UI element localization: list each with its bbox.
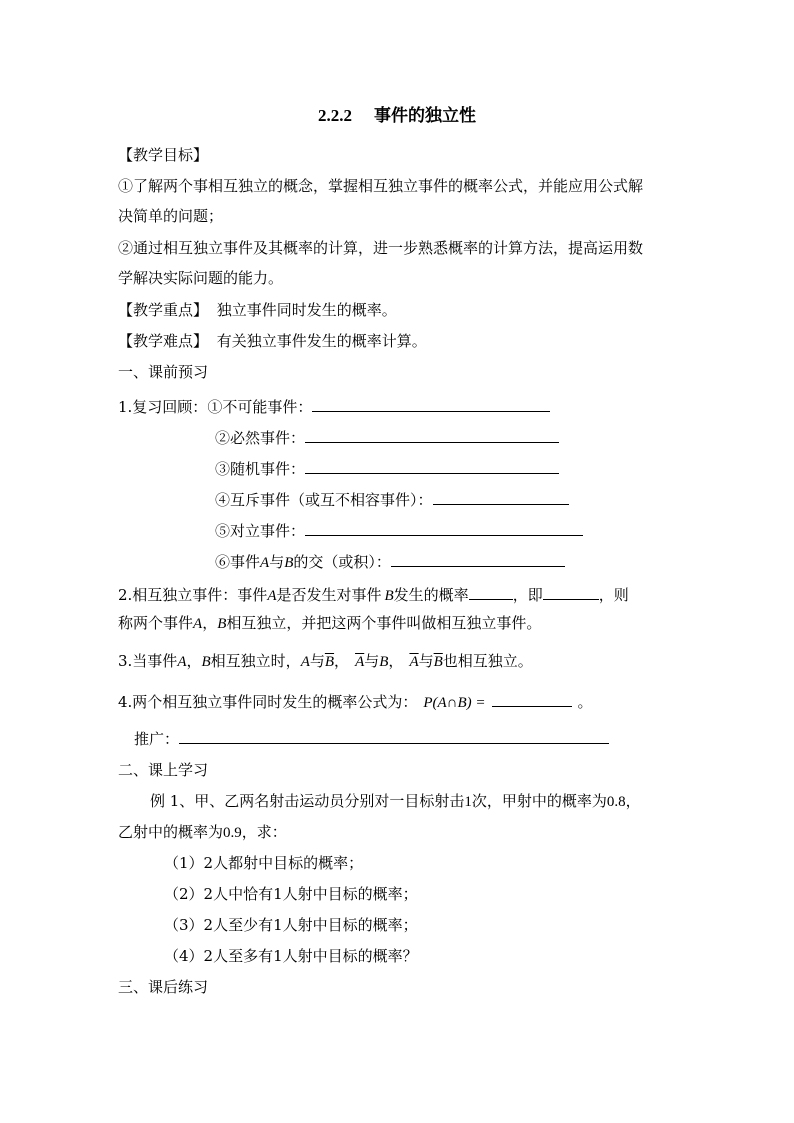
event-a-complement: $\overline{A}$: [355, 654, 365, 670]
question-2-line-2: [118, 613, 541, 634]
difficulty-label: 【教学难点】: [118, 332, 209, 350]
answer-blank[interactable]: [433, 488, 569, 505]
q2-text: 称两个事件: [118, 614, 194, 632]
example-text: 例 1、甲、乙两名射击运动员分别对一目标射击: [150, 792, 465, 810]
q2-text: 发生的概率: [393, 586, 469, 604]
objective-2-line-2: 学解决实际问题的能力。: [118, 269, 284, 287]
review-item-6: [215, 550, 565, 573]
example-question-3: （3）2人至少有1人射中目标的概率；: [164, 916, 418, 934]
answer-blank[interactable]: [305, 457, 559, 474]
example-text: ，: [625, 792, 641, 810]
page-title: [0, 106, 794, 126]
event-b: B: [379, 654, 389, 670]
review-item-1: [118, 395, 550, 417]
event-b-complement: $\overline{B}$: [433, 654, 443, 670]
event-a: A: [260, 555, 270, 571]
question-2-line-1: [118, 583, 629, 606]
q3-text: ，: [334, 652, 350, 670]
section-number: 2.2.2: [318, 106, 352, 125]
generalize: [134, 727, 609, 749]
item6-prefix: ⑥事件: [215, 553, 261, 571]
q3-text: ，: [388, 652, 404, 670]
answer-blank[interactable]: [469, 583, 513, 600]
event-b: B: [284, 555, 294, 571]
item6-mid: 与: [269, 553, 285, 571]
generalize-label: 推广：: [134, 730, 180, 748]
review-item-label: ④互斥事件（或互不相容事件）：: [215, 491, 433, 509]
example-1-line-2: [118, 822, 287, 843]
review-item-label: ⑤对立事件：: [215, 522, 306, 540]
section-2-heading: 二、课上学习: [118, 761, 209, 779]
event-b: B: [217, 616, 227, 632]
q3-text: 也相互独立。: [442, 652, 533, 670]
objective-2-line-1: ②通过相互独立事件及其概率的计算，进一步熟悉概率的计算方法，提高运用数: [118, 239, 644, 257]
q4-text: 4.两个相互独立事件同时发生的概率公式为：: [118, 693, 418, 711]
section-1-heading: 一、课前预习: [118, 363, 209, 381]
key-point-text: 独立事件同时发生的概率。: [216, 301, 397, 319]
event-b: B: [384, 588, 394, 604]
answer-blank[interactable]: [179, 727, 609, 744]
example-question-4: （4）2人至多有1人射中目标的概率？: [164, 947, 418, 965]
q2-text: 相互独立，并把这两个事件叫做相互独立事件。: [226, 614, 542, 632]
q3-text: 与: [364, 652, 380, 670]
event-a-complement: $\overline{A}$: [409, 654, 419, 670]
review-item-2: [215, 426, 559, 448]
example-text: 次，甲射中的概率为: [471, 792, 607, 810]
review-prefix: 1.复习回顾：: [118, 398, 208, 416]
q3-text: 3.当事件: [118, 652, 178, 670]
key-point-label: 【教学重点】: [118, 301, 209, 319]
q2-text: 2.相互独立事件：事件: [118, 586, 268, 604]
question-4: [118, 690, 593, 713]
answer-blank[interactable]: [391, 550, 565, 567]
key-point: [118, 300, 397, 320]
probability-value: 0.8: [606, 794, 626, 810]
example-1-line-1: [150, 791, 641, 812]
example-question-1: （1）2人都射中目标的概率；: [164, 854, 364, 872]
answer-blank[interactable]: [543, 583, 599, 600]
question-3: [118, 651, 533, 672]
answer-blank[interactable]: [312, 395, 550, 412]
review-item-4: [215, 488, 569, 510]
objectives-heading: 【教学目标】: [118, 146, 209, 164]
objective-1-line-2: 决简单的问题；: [118, 207, 224, 225]
objective-1-line-1: ①了解两个事相互独立的概念，掌握相互独立事件的概率公式，并能应用公式解: [118, 177, 644, 195]
event-a: A: [193, 616, 203, 632]
q3-text: 与: [309, 652, 325, 670]
event-a: A: [267, 588, 277, 604]
event-a: A: [177, 654, 187, 670]
review-item-label: ③随机事件：: [215, 460, 306, 478]
q2-text: ，则: [598, 586, 629, 604]
q4-end: 。: [577, 693, 593, 711]
q2-text: ，即: [512, 586, 543, 604]
probability-value: 0.9: [223, 825, 242, 841]
example-number: 1: [464, 794, 472, 810]
event-b: B: [201, 654, 211, 670]
review-item-label: ①不可能事件：: [207, 398, 313, 416]
q3-text: 与: [418, 652, 434, 670]
answer-blank[interactable]: [305, 519, 583, 536]
event-b-complement: $\overline{B}$: [324, 654, 335, 670]
example-text: ，求：: [241, 823, 287, 841]
review-item-label: ②必然事件：: [215, 429, 306, 447]
q3-text: 相互独立时，: [210, 652, 301, 670]
title-text: 事件的独立性: [374, 106, 476, 126]
review-item-3: [215, 457, 559, 479]
example-text: 乙射中的概率为: [118, 823, 224, 841]
answer-blank[interactable]: [492, 690, 572, 707]
item6-suffix: 的交（或积）：: [293, 553, 391, 571]
difficulty: [118, 331, 427, 351]
q3-text: ，: [186, 652, 202, 670]
difficulty-text: 有关独立事件发生的概率计算。: [216, 332, 427, 350]
answer-blank[interactable]: [305, 426, 559, 443]
probability-formula: P(A∩B) =: [423, 695, 486, 711]
section-3-heading: 三、课后练习: [118, 978, 209, 996]
review-item-5: [215, 519, 583, 541]
example-question-2: （2）2人中恰有1人射中目标的概率；: [164, 885, 418, 903]
q2-text: 是否发生对事件: [276, 586, 382, 604]
q2-text: ，: [202, 614, 218, 632]
event-a: A: [300, 654, 310, 670]
